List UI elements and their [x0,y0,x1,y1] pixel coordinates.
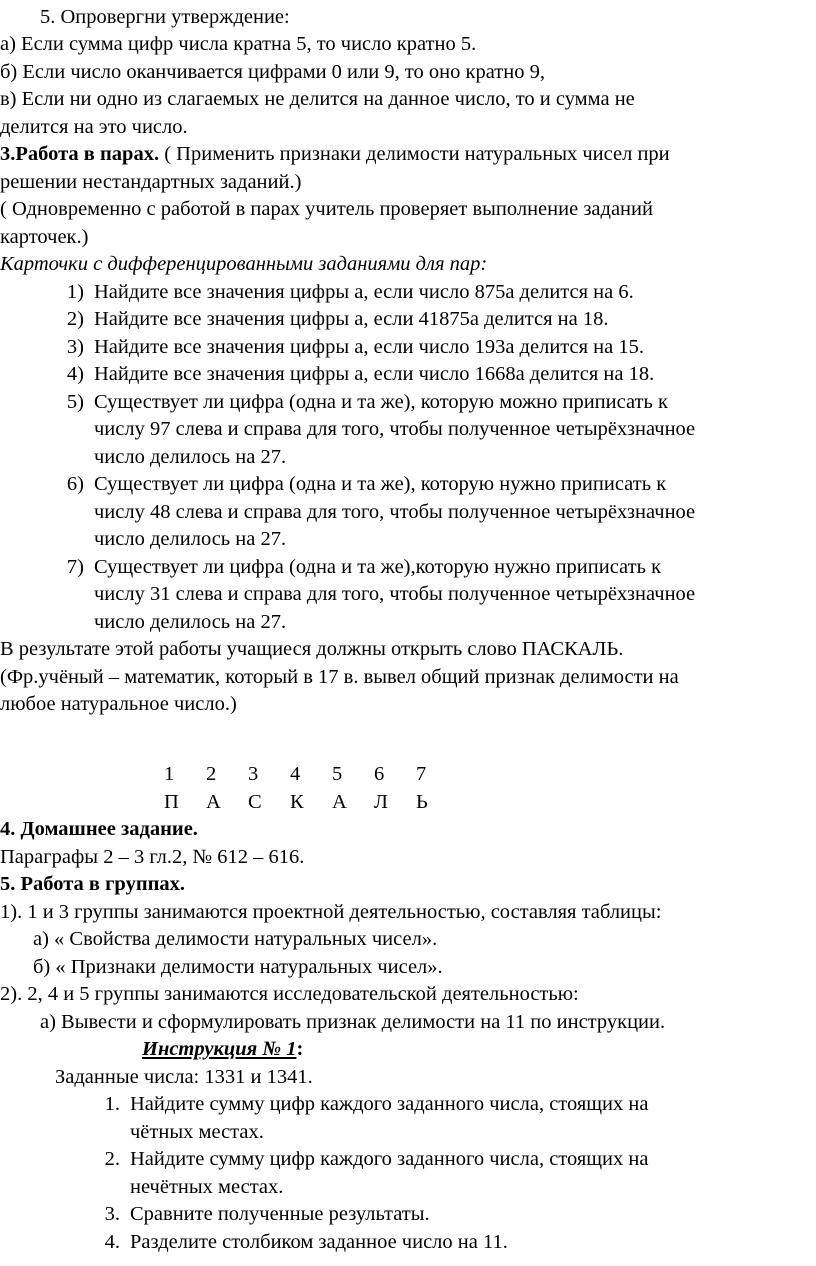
task-number: 7) [66,556,84,578]
answer-number: 3 [248,763,259,785]
task-text-cont: числу 31 слева и справа для того, чтобы полученное четырёхзначное [94,583,696,605]
given-numbers: Заданные числа: 1331 и 1341. [55,1066,313,1088]
pair-work-title: 3.Работа в парах. [0,143,160,165]
step-text-cont: чётных местах. [130,1121,264,1143]
pair-work-heading [0,141,670,168]
group-1-item-a: а) « Свойства делимости натуральных чисел». [33,928,438,950]
answer-number: 5 [332,763,343,785]
answer-letter: С [248,791,262,813]
homework-text: Параграфы 2 – 3 гл.2, № 612 – 616. [0,846,305,868]
answer-letter: А [332,791,347,813]
step-text-cont: нечётных местах. [130,1176,284,1198]
answer-letters-row [164,789,458,816]
pair-work-goal: ( Применить признаки делимости натуральных чисел при [159,143,670,165]
step-number: 4. [104,1231,120,1253]
task-text: Найдите все значения цифры а, если число 875а делится на 6. [94,281,634,303]
instruction-title: Инструкция № 1 [142,1038,297,1060]
task-text: Существует ли цифра (одна и та же), которую нужно приписать к [94,473,667,495]
instruction-colon: : [296,1038,304,1060]
task-text: Найдите все значения цифры а, если число 193а делится на 15. [94,336,644,358]
group-2-item-a: а) Вывести и сформулировать признак делимости на 11 по инструкции. [40,1011,666,1033]
answer-numbers-row [164,761,458,788]
group-work-title: 5. Работа в группах. [0,873,186,895]
step-text: Разделите столбиком заданное число на 11. [130,1231,508,1253]
task-text: Существует ли цифра (одна и та же),которую нужно приписать к [94,556,662,578]
instruction-step [93,1201,430,1228]
task-text: Найдите все значения цифры а, если 41875а делится на 18. [94,308,609,330]
answer-number: 7 [416,763,427,785]
refute-item-c-line2: делится на это число. [0,116,188,138]
instruction-step [93,1229,508,1256]
task-item [52,334,644,361]
homework-title: 4. Домашнее задание. [0,818,198,840]
answer-letter: А [206,791,221,813]
task-text-cont: числу 48 слева и справа для того, чтобы полученное четырёхзначное [94,501,696,523]
task-number: 4) [66,363,84,385]
instruction-step [93,1146,648,1173]
result-line3: любое натуральное число.) [0,693,237,715]
task-number: 5) [66,391,84,413]
step-text: Сравните полученные результаты. [130,1203,430,1225]
result-line1: В результате этой работы учащиеся должны открыть слово ПАСКАЛЬ. [0,638,624,660]
task-text-cont: число делилось на 27. [94,528,287,550]
refute-item-c-line1: в) Если ни одно из слагаемых не делится на данное число, то и сумма не [0,88,635,110]
answer-letter: П [164,791,179,813]
step-number: 1. [104,1093,120,1115]
task-item [52,361,654,388]
refute-item-b: б) Если число оканчивается цифрами 0 или 9, то оно кратно 9, [0,61,545,83]
refute-item-a: а) Если сумма цифр числа кратна 5, то число кратно 5. [0,33,477,55]
task-text-cont: числу 97 слева и справа для того, чтобы полученное четырёхзначное [94,418,696,440]
step-number: 2. [104,1148,120,1170]
group-2-text: 2). 2, 4 и 5 группы занимаются исследовательской деятельностью: [0,983,579,1005]
task-number: 3) [66,336,84,358]
answer-letter: К [290,791,304,813]
task-number: 2) [66,308,84,330]
task-item [52,389,668,416]
task-number: 6) [66,473,84,495]
task-item [52,554,661,581]
instruction-step [93,1091,648,1118]
task-item [52,306,608,333]
task-number: 1) [66,281,84,303]
result-line2: (Фр.учёный – математик, который в 17 в. вывел общий признак делимости на [0,666,679,688]
step-text: Найдите сумму цифр каждого заданного числа, стоящих на [130,1148,649,1170]
cards-heading: Карточки с дифференцированными заданиями для пар: [0,253,488,275]
answer-number: 2 [206,763,217,785]
pair-work-goal-line2: решении нестандартных заданий.) [0,171,302,193]
answer-letter: Ь [416,791,428,813]
teacher-note-line1: ( Одновременно с работой в парах учитель проверяет выполнение заданий [0,198,653,220]
task-item [52,471,666,498]
task-text-cont: число делилось на 27. [94,611,287,633]
task-text: Найдите все значения цифры а, если число 1668а делится на 18. [94,363,655,385]
refute-title: 5. Опровергни утверждение: [40,6,290,28]
instruction-heading [142,1036,303,1063]
step-number: 3. [104,1203,120,1225]
group-1-item-b: б) « Признаки делимости натуральных чисел». [33,956,443,978]
group-1-text: 1). 1 и 3 группы занимаются проектной деятельностью, составляя таблицы: [0,901,662,923]
answer-number: 4 [290,763,301,785]
teacher-note-line2: карточек.) [0,226,89,248]
task-text-cont: число делилось на 27. [94,446,287,468]
task-item [52,279,634,306]
answer-number: 1 [164,763,175,785]
answer-number: 6 [374,763,385,785]
answer-letter: Л [374,791,388,813]
step-text: Найдите сумму цифр каждого заданного числа, стоящих на [130,1093,649,1115]
task-text: Существует ли цифра (одна и та же), которую можно приписать к [94,391,668,413]
